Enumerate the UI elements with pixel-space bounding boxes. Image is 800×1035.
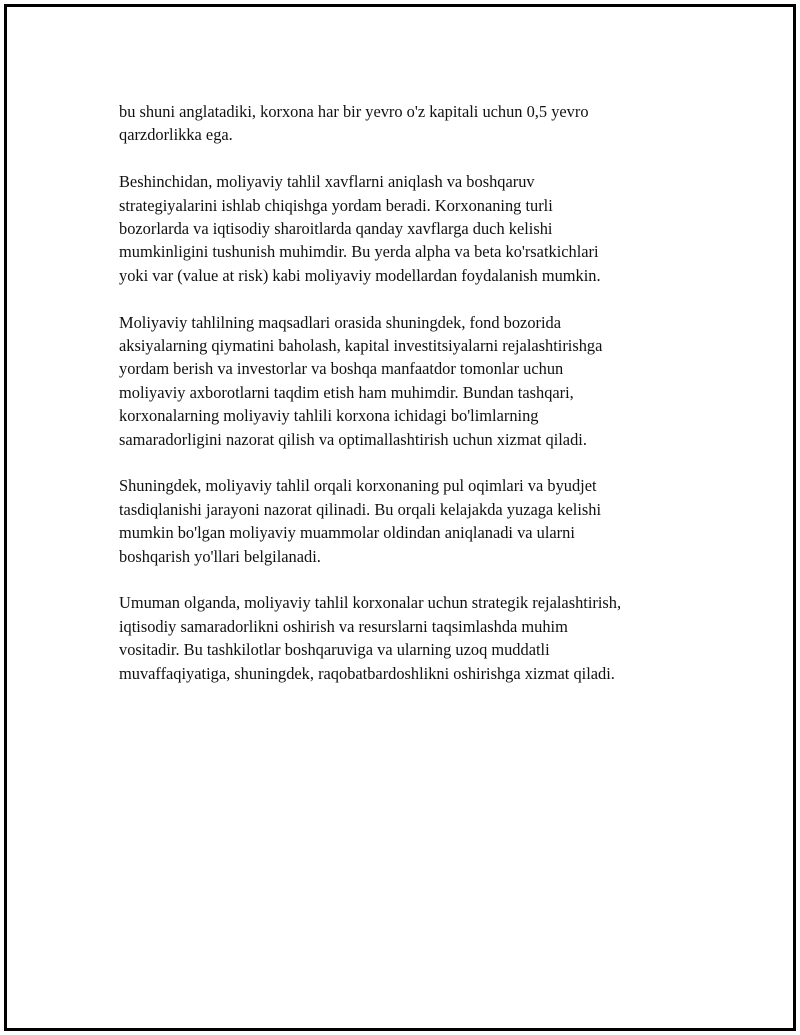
text-line: qarzdorlikka ega.	[119, 125, 233, 145]
document-page	[4, 4, 796, 1031]
text-line: tasdiqlanishi jarayoni nazorat qilinadi. Bu orqali kelajakda yuzaga kelishi	[119, 499, 602, 519]
document-body	[119, 100, 719, 708]
text-line: Shuningdek, moliyaviy tahlil orqali korxonaning pul oqimlari va byudjet	[119, 476, 597, 496]
text-line: muvaffaqiyatiga, shuningdek, raqobatbardoshlikni oshirishga xizmat qiladi.	[119, 663, 615, 683]
paragraph-2	[119, 170, 719, 287]
text-line: iqtisodiy samaradorlikni oshirish va resurslarni taqsimlashda muhim	[119, 616, 568, 636]
text-line: vositadir. Bu tashkilotlar boshqaruviga va ularning uzoq muddatli	[119, 640, 550, 660]
text-line: Umuman olganda, moliyaviy tahlil korxonalar uchun strategik rejalashtirish,	[119, 593, 622, 613]
text-line: strategiyalarini ishlab chiqishga yordam beradi. Korxonaning turli	[119, 195, 553, 215]
text-line: korxonalarning moliyaviy tahlili korxona ichidagi bo'limlarning	[119, 406, 539, 426]
paragraph-1	[119, 100, 719, 147]
text-line: aksiyalarning qiymatini baholash, kapital investitsiyalarni rejalashtirishga	[119, 336, 603, 356]
text-line: Beshinchidan, moliyaviy tahlil xavflarni aniqlash va boshqaruv	[119, 172, 535, 192]
text-line: bu shuni anglatadiki, korxona har bir yevro o'z kapitali uchun 0,5 yevro	[119, 102, 589, 121]
text-line: Moliyaviy tahlilning maqsadlari orasida shuningdek, fond bozorida	[119, 312, 562, 332]
paragraph-3	[119, 311, 719, 451]
paragraph-4	[119, 474, 719, 568]
text-line: mumkinligini tushunish muhimdir. Bu yerda alpha va beta ko'rsatkichlari	[119, 242, 599, 262]
text-line: samaradorligini nazorat qilish va optimallashtirish uchun xizmat qiladi.	[119, 429, 587, 449]
text-line: moliyaviy axborotlarni taqdim etish ham muhimdir. Bundan tashqari,	[119, 382, 574, 402]
text-line: boshqarish yo'llari belgilanadi.	[119, 546, 321, 566]
text-line: mumkin bo'lgan moliyaviy muammolar oldindan aniqlanadi va ularni	[119, 523, 575, 543]
paragraph-5	[119, 591, 719, 685]
text-line: bozorlarda va iqtisodiy sharoitlarda qanday xavflarga duch kelishi	[119, 219, 553, 239]
text-line: yoki var (value at risk) kabi moliyaviy modellardan foydalanish mumkin.	[119, 265, 601, 285]
text-line: yordam berish va investorlar va boshqa manfaatdor tomonlar uchun	[119, 359, 564, 379]
